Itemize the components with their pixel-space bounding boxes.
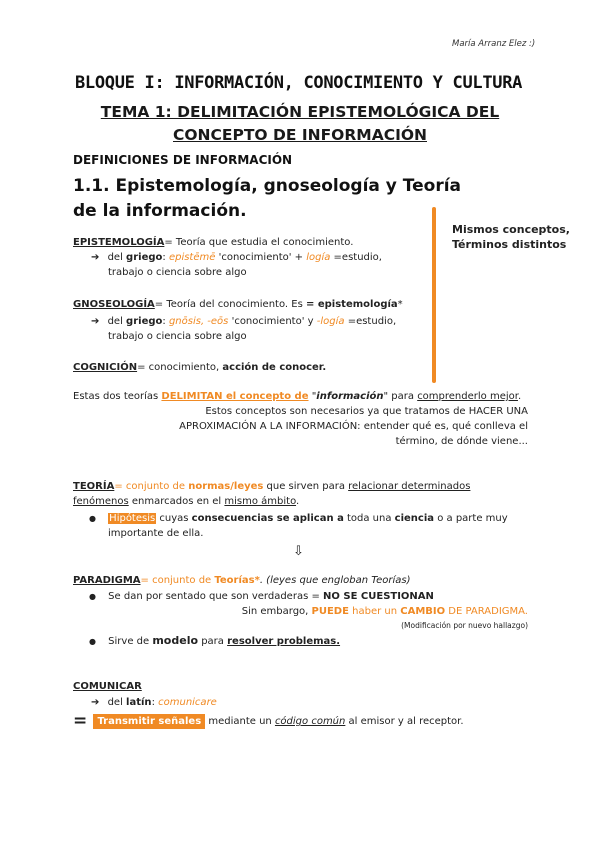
delimitan-paragraph: Estas dos teorías DELIMITAN el concepto de "información" para comprenderlo mejor. <box>73 391 522 402</box>
arrow-icon: ➔ <box>91 316 100 327</box>
comunicar-etymology: ➔ del latín: comunicare <box>91 697 217 708</box>
hipotesis-highlight: Hipótesis <box>109 513 156 524</box>
cognicion-term: COGNICIÓN <box>73 362 138 373</box>
gnoseologia-etymology-line2: trabajo o ciencia sobre algo <box>108 331 247 342</box>
paradigma-bullet-2: ● Sirve de modelo para resolver problemas. <box>89 634 341 647</box>
bloque-title: BLOQUE I: INFORMACIÓN, CONOCIMIENTO Y CULTURA <box>75 73 523 93</box>
delimitan-highlight: DELIMITAN el concepto de <box>161 391 309 402</box>
teoria-definition-line2: fenómenos enmarcados en el mismo ámbito. <box>73 496 300 507</box>
sidebar-accent-bar <box>432 207 436 383</box>
definitions-heading: DEFINICIONES DE INFORMACIÓN <box>73 153 293 167</box>
bullet-icon: ● <box>89 514 96 523</box>
teoria-definition: TEORÍA= conjunto de normas/leyes que sirven para relacionar determinados <box>73 481 471 492</box>
sidebar-note <box>452 222 570 252</box>
epistemologia-definition: EPISTEMOLOGÍA= Teoría que estudia el conocimiento. <box>73 237 354 248</box>
epistemologia-etymology: ➔ del griego: epistēmē 'conocimiento' + logía =estudio, <box>91 252 382 263</box>
arrow-icon: ➔ <box>91 252 100 263</box>
epistemologia-term: EPISTEMOLOGÍA <box>73 237 165 248</box>
equals-sign: = <box>73 711 88 731</box>
sidebar-note-line2: Términos distintos <box>452 238 567 251</box>
paradigma-bullet-1: ● Se dan por sentado que son verdaderas = NO SE CUESTIONAN <box>89 591 434 602</box>
paradigma-definition: PARADIGMA= conjunto de Teorías*. (leyes que engloban Teorías) <box>73 575 411 586</box>
gnoseologia-etymology: ➔ del griego: gnōsis, -eōs 'conocimiento' y -logía =estudio, <box>91 316 397 327</box>
comunicar-term: COMUNICAR <box>73 681 142 692</box>
tema-title: TEMA 1: DELIMITACIÓN EPISTEMOLÓGICA DEL CONCEPTO DE INFORMACIÓN <box>100 103 500 144</box>
author-name: María Arranz Elez :) <box>452 39 536 49</box>
teoria-bullet-line2: importante de ella. <box>108 528 204 539</box>
comunicar-definition: = Transmitir señales mediante un código común al emisor y al receptor. <box>73 711 464 731</box>
gnoseologia-term: GNOSEOLOGÍA <box>73 299 155 310</box>
delimitan-note-line1: Estos conceptos son necesarios ya que tratamos de HACER UNA <box>205 406 528 417</box>
delimitan-note-line3: término, de dónde viene... <box>395 436 528 447</box>
down-arrow-icon: ⇩ <box>293 544 304 559</box>
transmitir-highlight: Transmitir señales <box>93 714 205 729</box>
paradigma-term: PARADIGMA <box>73 575 141 586</box>
delimitan-note-line2: APROXIMACIÓN A LA INFORMACIÓN: entender qué es, qué conlleva el <box>179 421 528 432</box>
sidebar-note-line1: Mismos conceptos, <box>452 223 570 236</box>
teoria-bullet: ● Hipótesis cuyas consecuencias se aplican a toda una ciencia o a parte muy <box>89 513 508 524</box>
comunicar-heading <box>73 680 142 694</box>
bullet-icon: ● <box>89 637 96 646</box>
arrow-icon: ➔ <box>91 697 100 708</box>
paradigma-change-line: Sin embargo, PUEDE haber un CAMBIO DE PARADIGMA. <box>241 606 528 617</box>
bullet-icon: ● <box>89 592 96 601</box>
epistemologia-etymology-line2: trabajo o ciencia sobre algo <box>108 267 247 278</box>
teoria-term: TEORÍA <box>73 481 115 492</box>
cognicion-definition: COGNICIÓN= conocimiento, acción de conocer. <box>73 362 327 373</box>
section-title: 1.1. Epistemología, gnoseología y Teoría de la información. <box>73 176 462 221</box>
gnoseologia-definition: GNOSEOLOGÍA= Teoría del conocimiento. Es = epistemología* <box>73 299 403 310</box>
paradigma-note: (Modificación por nuevo hallazgo) <box>401 621 528 630</box>
